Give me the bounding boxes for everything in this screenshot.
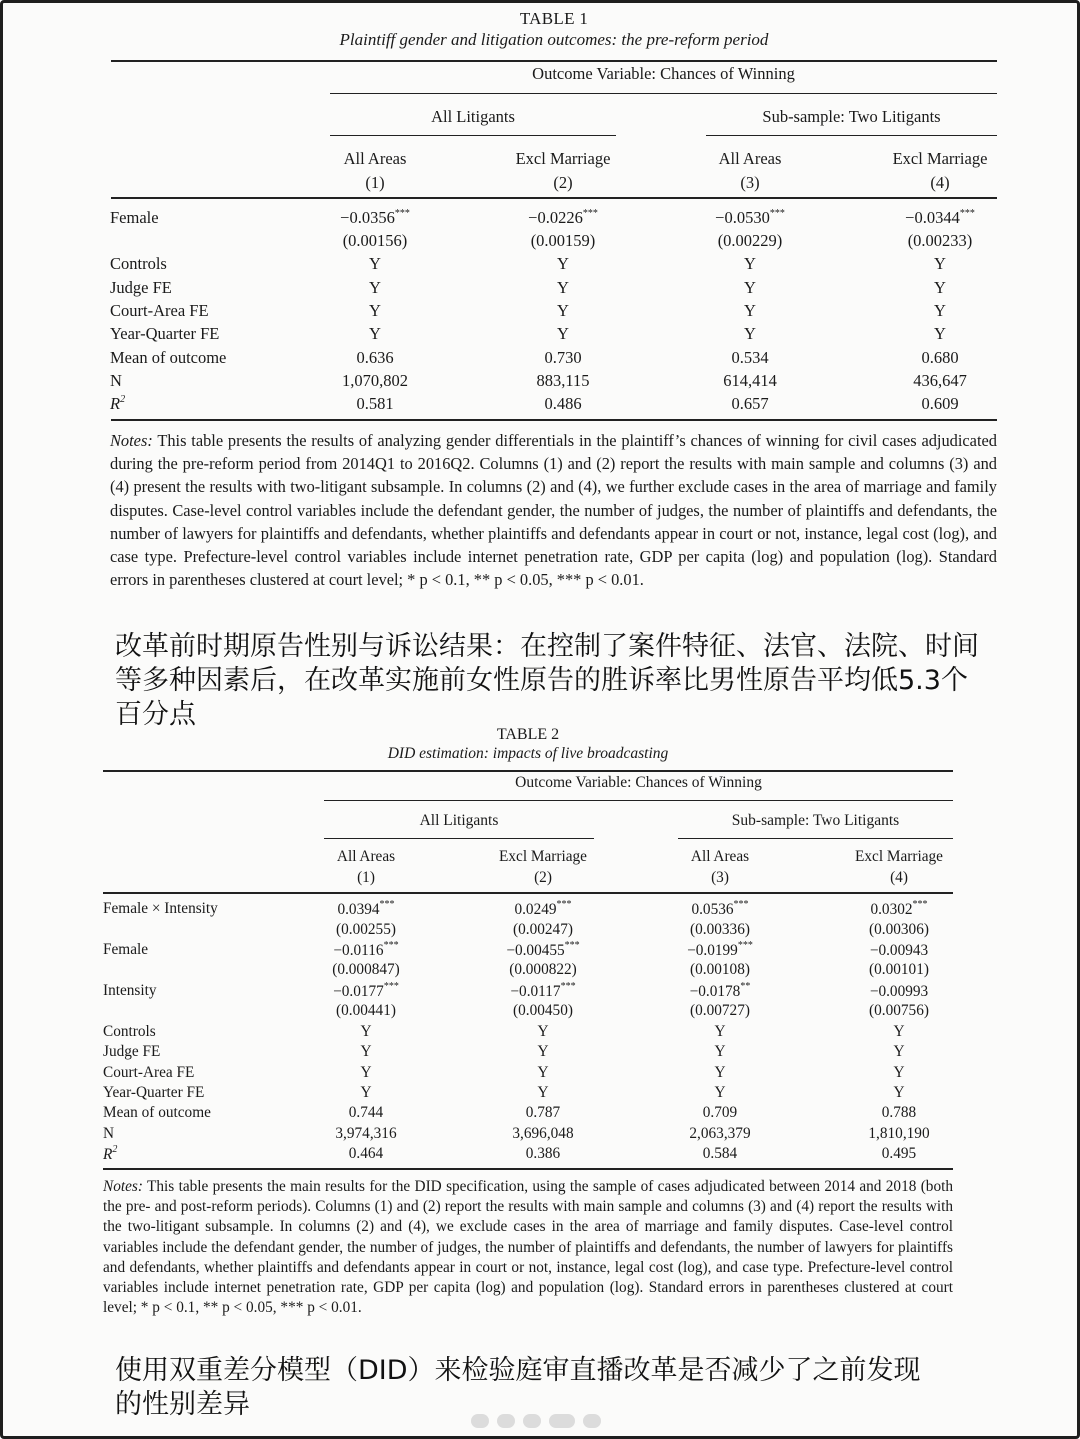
table2-female-coef-col1: [278, 941, 454, 960]
table2-female-se-col2: (0.000822): [509, 961, 577, 979]
table1-row-cell: 0.534: [731, 347, 769, 367]
table1-female-significance-stars: ***: [959, 207, 975, 219]
table2-female-significance-stars: ***: [737, 939, 753, 951]
table1-col3-name: All Areas: [718, 149, 782, 168]
table2-row-cell: 0.709: [702, 1104, 738, 1122]
table2-col2-number: (2): [534, 869, 552, 886]
table2-female-x-intensity-coef-value: 0.0394: [337, 901, 380, 919]
table1-r2-cell: 0.657: [731, 394, 769, 414]
table1-female-coef-col3: [660, 208, 840, 228]
table2-row-cell: Y: [360, 1063, 372, 1081]
table2-group-rule-1: [324, 838, 594, 839]
table2-female-x-intensity-se-col2: (0.00247): [513, 920, 573, 938]
table2-intensity-coef-col4: [811, 982, 987, 1001]
table2-female-coef-col3: [632, 941, 808, 960]
table2-row-cell: 0.744: [348, 1104, 384, 1122]
table2-intensity-significance-stars: **: [740, 980, 751, 992]
table2-group-two-litigants: Sub-sample: Two Litigants: [731, 812, 900, 829]
table2-r2-cell: 0.495: [881, 1145, 917, 1163]
table1-female-se-col4: (0.00233): [907, 231, 973, 250]
table2-r2-cell: 0.386: [525, 1145, 561, 1163]
table1-row-label: Judge FE: [110, 277, 172, 297]
table2-col4-number: (4): [890, 869, 908, 886]
table1-outcome-header: Outcome Variable: Chances of Winning: [532, 64, 795, 83]
table1-female-coef-value: −0.0344: [905, 208, 960, 227]
table1-col2-name: Excl Marriage: [515, 149, 611, 168]
table2-intensity-coef-col2: [455, 982, 631, 1001]
table1-col3-number: (3): [740, 173, 760, 192]
table1-row-cell: 883,115: [536, 370, 590, 390]
table1-row-cell: Y: [744, 324, 756, 344]
r2-symbol: R: [110, 394, 121, 414]
table2-female-x-intensity-label: Female × Intensity: [103, 900, 218, 917]
caption2-line2: 的性别差异: [115, 1389, 250, 1420]
table1-row-cell: Y: [934, 300, 946, 320]
table1-bottom-rule: [111, 419, 997, 421]
table1-notes-text: This table presents the results of analyzing gender differentials in the plaintiff’s chances of winning for civil cases adjudicated during the pre-reform period from 2014Q1 to 2016Q2. Columns (1) and (2) report the results with main sample and columns (3) and (4) present the results with two-litigant subsample. In columns (2) and (4), we further exclude cases in the area of marriage and family disputes. Case-level control variables include the defendant gender, the number of judges, the number of plaintiffs and defendants, the number of lawyers for plaintiffs and defendants, whether plaintiffs and defendants appear in court or not, instance, legal cost (log), and case type. Prefecture-level control variables include internet penetration rate, GDP per capita (log) and population (log). Standard errors in parentheses clustered at court level; * p < 0.1, ** p < 0.05, *** p < 0.01.: [110, 431, 997, 590]
caption1-line3: 百分点: [115, 699, 196, 730]
table2-row-cell: Y: [537, 1022, 549, 1040]
table2-female-se-col1: (0.000847): [332, 961, 400, 979]
table2-female-x-intensity-coef-col2: [455, 900, 631, 919]
table2-row-label: Court-Area FE: [103, 1063, 195, 1081]
table2-row-cell: Y: [537, 1063, 549, 1081]
table2-female-x-intensity-se-col3: (0.00336): [690, 920, 750, 938]
page-indicator-dot: [583, 1414, 601, 1428]
table1-female-coef-value: −0.0356: [340, 208, 395, 227]
table1-row-label: N: [110, 370, 122, 390]
table2-female-x-intensity-significance-stars: ***: [556, 899, 572, 910]
caption1-line1: 改革前时期原告性别与诉讼结果：在控制了案件特征、法官、法院、时间: [115, 631, 979, 662]
table2-female-x-intensity-significance-stars: ***: [733, 899, 749, 910]
table1-group-rule-1: [330, 135, 616, 136]
table2-intensity-coef-col1: [278, 982, 454, 1001]
table2-subtitle: DID estimation: impacts of live broadcasting: [387, 745, 669, 762]
table2-row-cell: Y: [893, 1022, 905, 1040]
table1-row-label: Controls: [110, 254, 167, 274]
table1-row-cell: Y: [369, 254, 381, 274]
r2-symbol: R: [103, 1146, 113, 1164]
table2-outcome-rule: [324, 800, 953, 801]
table2-row-cell: 0.788: [881, 1104, 917, 1122]
table2-row-cell: 3,696,048: [512, 1124, 574, 1142]
page-indicator-dot: [523, 1414, 541, 1428]
table1-group-two-litigants: Sub-sample: Two Litigants: [762, 107, 941, 126]
table2-row-cell: Y: [893, 1043, 905, 1061]
table1-female-label: Female: [110, 208, 159, 227]
table2-row-cell: Y: [893, 1063, 905, 1081]
table2-female-label: Female: [103, 940, 149, 958]
page-indicator-dot: [549, 1414, 575, 1428]
table1-female-coef-col4: [850, 208, 1030, 228]
table2-female-x-intensity-coef-value: 0.0249: [514, 901, 557, 919]
table2-intensity-label: Intensity: [103, 981, 157, 999]
table2-female-significance-stars: ***: [383, 939, 399, 951]
table2-col1-name: All Areas: [336, 848, 396, 865]
table2-female-coef-col2: [455, 941, 631, 960]
table2-intensity-coef-value: −0.0178: [689, 982, 741, 1000]
table1-col4-name: Excl Marriage: [892, 149, 988, 168]
table1-outcome-rule: [330, 93, 997, 94]
table2-intensity-se-col3: (0.00727): [690, 1002, 750, 1020]
table1-col1-number: (1): [365, 173, 385, 192]
table2-row-cell: Y: [537, 1043, 549, 1061]
table2-row-cell: 3,974,316: [335, 1124, 397, 1142]
table1-row-cell: 0.680: [921, 347, 959, 367]
table2-intensity-coef-value: −0.00993: [869, 982, 929, 1000]
table2-row-cell: Y: [537, 1083, 549, 1101]
table2-header-rule: [103, 892, 953, 894]
table1-row-cell: 436,647: [913, 370, 967, 390]
table1-female-coef-value: −0.0530: [715, 208, 770, 227]
table2-female-x-intensity-coef-col4: [811, 900, 987, 919]
table2-female-se-col4: (0.00101): [869, 961, 929, 979]
table2-female-x-intensity-coef-col3: [632, 900, 808, 919]
table2-row-label: Judge FE: [103, 1043, 161, 1061]
table2-female-x-intensity-se-col1: (0.00255): [336, 920, 396, 938]
table2-intensity-se-col1: (0.00441): [336, 1002, 396, 1020]
r2-exponent: 2: [112, 1144, 118, 1156]
table2-female-coef-col4: [811, 941, 987, 960]
table2-intensity-se-col4: (0.00756): [869, 1002, 929, 1020]
table1-row-cell: Y: [557, 254, 569, 274]
table1-row-cell: Y: [934, 254, 946, 274]
table1-col2-number: (2): [553, 173, 573, 192]
table2-female-coef-value: −0.0116: [333, 941, 384, 959]
table1-row-cell: Y: [744, 277, 756, 297]
table2-row-label: Controls: [103, 1022, 156, 1040]
table2-intensity-coef-col3: [632, 982, 808, 1001]
table1-row-cell: Y: [557, 300, 569, 320]
table2-col3-name: All Areas: [690, 848, 750, 865]
table2-intensity-coef-value: −0.0117: [510, 982, 561, 1000]
r2-exponent: 2: [120, 393, 126, 405]
table2-intensity-se-col2: (0.00450): [513, 1002, 573, 1020]
table2-row-cell: 0.787: [525, 1104, 561, 1122]
table2-female-x-intensity-coef-col1: [278, 900, 454, 919]
table2-female-x-intensity-significance-stars: ***: [912, 899, 928, 910]
table2-row-label: Mean of outcome: [103, 1104, 211, 1122]
table2-outcome-header: Outcome Variable: Chances of Winning: [515, 774, 762, 791]
table1-notes-lead: Notes:: [110, 431, 153, 450]
table2-col3-number: (3): [711, 869, 729, 886]
table1-row-label: Court-Area FE: [110, 300, 209, 320]
table2-female-coef-value: −0.00455: [506, 941, 565, 959]
table1-female-significance-stars: ***: [582, 207, 598, 219]
table1-row-cell: 0.636: [356, 347, 394, 367]
table1-row-cell: Y: [934, 324, 946, 344]
table2-female-coef-value: −0.00943: [869, 941, 929, 959]
table1-group-all-litigants: All Litigants: [431, 107, 515, 126]
table1-top-rule: [111, 60, 997, 62]
table2-row-cell: Y: [360, 1043, 372, 1061]
table1-row-cell: Y: [934, 277, 946, 297]
table1-female-coef-value: −0.0226: [528, 208, 583, 227]
table1-title: TABLE 1: [519, 9, 589, 28]
table1-female-se-col3: (0.00229): [717, 231, 783, 250]
table1-group-rule-2: [706, 135, 997, 136]
table2-female-coef-value: −0.0199: [687, 941, 738, 959]
table1-header-rule: [111, 197, 997, 199]
table1-row-cell: 0.730: [544, 347, 582, 367]
table2-row-cell: Y: [714, 1063, 726, 1081]
table1-row-cell: 1,070,802: [342, 370, 408, 390]
table2-r2-cell: 0.464: [348, 1145, 384, 1163]
table1-female-coef-col1: [285, 208, 465, 228]
table2-row-label: Year-Quarter FE: [103, 1083, 205, 1101]
table2-intensity-coef-value: −0.0177: [333, 982, 384, 1000]
table1-row-cell: Y: [369, 300, 381, 320]
table2-col2-name: Excl Marriage: [499, 848, 587, 865]
table1-r2-cell: 0.609: [921, 394, 959, 414]
table2-r2-label: [103, 1145, 117, 1164]
table2-group-all-litigants: All Litigants: [419, 812, 499, 829]
table2-group-rule-2: [678, 838, 953, 839]
table2-bottom-rule: [103, 1168, 953, 1170]
table2-r2-cell: 0.584: [702, 1145, 738, 1163]
table2-row-cell: Y: [714, 1043, 726, 1061]
table2-row-label: N: [103, 1124, 115, 1142]
table1-col4-number: (4): [930, 173, 950, 192]
table2-notes: [103, 1177, 953, 1318]
table1-row-cell: 614,414: [723, 370, 777, 390]
table2-title: TABLE 2: [496, 726, 560, 743]
table1-female-se-col2: (0.00159): [530, 231, 596, 250]
table1-subtitle: Plaintiff gender and litigation outcomes: the pre-reform period: [339, 30, 769, 49]
caption2-line1: 使用双重差分模型（DID）来检验庭审直播改革是否减少了之前发现: [115, 1355, 921, 1386]
table1-r2-cell: 0.486: [544, 394, 582, 414]
table2-row-cell: 1,810,190: [868, 1124, 930, 1142]
table2-row-cell: Y: [714, 1083, 726, 1101]
table2-female-x-intensity-significance-stars: ***: [379, 899, 395, 910]
table2-row-cell: Y: [893, 1083, 905, 1101]
table2-row-cell: Y: [360, 1083, 372, 1101]
table1-notes: [110, 429, 997, 591]
table2-col4-name: Excl Marriage: [855, 848, 943, 865]
table2-row-cell: Y: [714, 1022, 726, 1040]
table1-female-se-col1: (0.00156): [342, 231, 408, 250]
table1-r2-label: [110, 394, 125, 414]
table1-r2-cell: 0.581: [356, 394, 394, 414]
table2-female-x-intensity-coef-value: 0.0536: [691, 901, 734, 919]
table1-female-coef-col2: [473, 208, 653, 228]
table1-row-cell: Y: [557, 277, 569, 297]
table1-row-label: Year-Quarter FE: [110, 324, 220, 344]
table1-row-cell: Y: [369, 324, 381, 344]
table2-intensity-significance-stars: ***: [560, 980, 576, 992]
page-indicator-dot: [497, 1414, 515, 1428]
table2-notes-text: This table presents the main results for the DID specification, using the sample of cases adjudicated between 2014 and 2018 (both the pre- and post-reform periods). Columns (1) and (2) report the results with main sample and columns (3) and (4) report the results with the two-litigant subsample. In columns (2) and (4), we exclude cases in the area of marriage and family disputes. Case-level control variables include the defendant gender, the number of judges, the number of plaintiffs and defendants, the number of lawyers for plaintiffs and defendants, whether plaintiffs and defendants appear in court or not, instance, legal cost (log), and case type. Prefecture-level control variables include internet penetration rate, GDP per capita (log) and population (log). Standard errors in parentheses clustered at court level; * p < 0.1, ** p < 0.05, *** p < 0.01.: [103, 1178, 953, 1317]
table1-row-cell: Y: [744, 300, 756, 320]
caption1-line2: 等多种因素后，在改革实施前女性原告的胜诉率比男性原告平均低5.3个: [115, 665, 968, 696]
table2-row-cell: Y: [360, 1022, 372, 1040]
table2-top-rule: [103, 770, 953, 772]
table2-female-x-intensity-coef-value: 0.0302: [870, 901, 913, 919]
table1-col1-name: All Areas: [343, 149, 407, 168]
table2-female-x-intensity-se-col4: (0.00306): [869, 920, 929, 938]
table2-col1-number: (1): [357, 869, 375, 886]
table1-row-cell: Y: [369, 277, 381, 297]
table2-female-se-col3: (0.00108): [690, 961, 750, 979]
page-indicator-dot: [471, 1414, 489, 1428]
table2-intensity-significance-stars: ***: [383, 980, 399, 992]
table2-row-cell: 2,063,379: [689, 1124, 751, 1142]
table1-row-cell: Y: [744, 254, 756, 274]
table1-female-significance-stars: ***: [769, 207, 785, 219]
table2-female-significance-stars: ***: [564, 939, 580, 951]
table1-female-significance-stars: ***: [394, 207, 410, 219]
table2-notes-lead: Notes:: [103, 1178, 143, 1195]
table1-row-cell: Y: [557, 324, 569, 344]
table1-row-label: Mean of outcome: [110, 347, 227, 367]
